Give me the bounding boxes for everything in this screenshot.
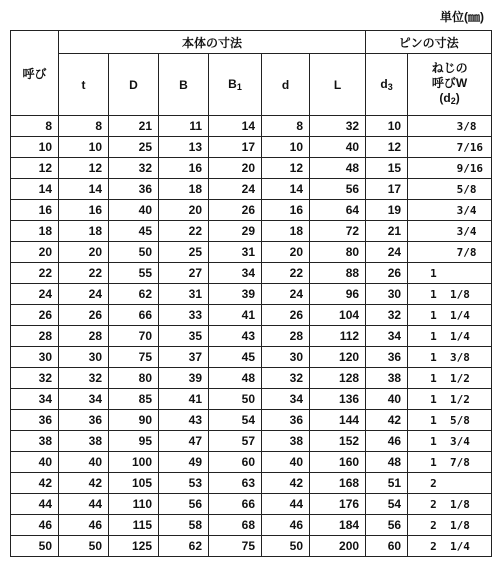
cell-d3: 17 [366, 179, 408, 200]
cell-B1: 57 [209, 431, 262, 452]
cell-B1: 68 [209, 515, 262, 536]
cell-t: 36 [59, 410, 109, 431]
header-pin-group: ピンの寸法 [366, 31, 492, 54]
cell-yobi: 44 [11, 494, 59, 515]
cell-D: 90 [109, 410, 159, 431]
cell-thread-size: 5/8 [408, 179, 492, 200]
cell-thread-size: 1 5/8 [408, 410, 492, 431]
cell-d: 40 [262, 452, 310, 473]
cell-t: 12 [59, 158, 109, 179]
cell-B1: 14 [209, 116, 262, 137]
cell-d3: 56 [366, 515, 408, 536]
cell-B1: 20 [209, 158, 262, 179]
cell-d3: 38 [366, 368, 408, 389]
cell-d3: 30 [366, 284, 408, 305]
cell-d: 32 [262, 368, 310, 389]
cell-B1: 60 [209, 452, 262, 473]
header-body-group: 本体の寸法 [59, 31, 366, 54]
header-L: L [310, 54, 366, 116]
cell-d3: 26 [366, 263, 408, 284]
cell-L: 128 [310, 368, 366, 389]
cell-L: 200 [310, 536, 366, 557]
cell-thread-size: 3/8 [408, 116, 492, 137]
cell-D: 55 [109, 263, 159, 284]
cell-L: 112 [310, 326, 366, 347]
cell-L: 40 [310, 137, 366, 158]
cell-yobi: 14 [11, 179, 59, 200]
cell-d3: 24 [366, 242, 408, 263]
table-row [11, 284, 492, 305]
cell-D: 115 [109, 515, 159, 536]
cell-d3: 48 [366, 452, 408, 473]
table-row [11, 326, 492, 347]
cell-B1: 75 [209, 536, 262, 557]
table-row [11, 410, 492, 431]
cell-L: 136 [310, 389, 366, 410]
cell-yobi: 12 [11, 158, 59, 179]
cell-thread-size: 1 1/4 [408, 326, 492, 347]
cell-d3: 10 [366, 116, 408, 137]
cell-D: 50 [109, 242, 159, 263]
cell-L: 88 [310, 263, 366, 284]
cell-d: 24 [262, 284, 310, 305]
cell-L: 144 [310, 410, 366, 431]
cell-t: 40 [59, 452, 109, 473]
cell-D: 32 [109, 158, 159, 179]
cell-d: 20 [262, 242, 310, 263]
cell-d3: 60 [366, 536, 408, 557]
header-d3: d3 [366, 54, 408, 116]
cell-L: 120 [310, 347, 366, 368]
cell-d3: 34 [366, 326, 408, 347]
cell-B: 16 [159, 158, 209, 179]
cell-t: 16 [59, 200, 109, 221]
table-row [11, 431, 492, 452]
table-row [11, 305, 492, 326]
cell-B: 47 [159, 431, 209, 452]
cell-B: 31 [159, 284, 209, 305]
cell-thread-size: 1 [408, 263, 492, 284]
cell-t: 10 [59, 137, 109, 158]
cell-thread-size: 1 3/8 [408, 347, 492, 368]
cell-B: 22 [159, 221, 209, 242]
cell-t: 20 [59, 242, 109, 263]
cell-d: 14 [262, 179, 310, 200]
cell-d3: 42 [366, 410, 408, 431]
header-t: t [59, 54, 109, 116]
cell-L: 48 [310, 158, 366, 179]
table-row [11, 158, 492, 179]
cell-B1: 26 [209, 200, 262, 221]
cell-yobi: 36 [11, 410, 59, 431]
cell-yobi: 8 [11, 116, 59, 137]
cell-B1: 54 [209, 410, 262, 431]
cell-d3: 54 [366, 494, 408, 515]
header-D: D [109, 54, 159, 116]
cell-d: 34 [262, 389, 310, 410]
cell-thread-size: 7/8 [408, 242, 492, 263]
cell-L: 72 [310, 221, 366, 242]
cell-yobi: 18 [11, 221, 59, 242]
table-row [11, 368, 492, 389]
cell-D: 40 [109, 200, 159, 221]
cell-thread-size: 1 1/2 [408, 368, 492, 389]
cell-t: 26 [59, 305, 109, 326]
cell-t: 24 [59, 284, 109, 305]
cell-B1: 48 [209, 368, 262, 389]
cell-L: 160 [310, 452, 366, 473]
table-row [11, 242, 492, 263]
cell-B1: 17 [209, 137, 262, 158]
cell-B: 58 [159, 515, 209, 536]
table-row [11, 452, 492, 473]
cell-B: 20 [159, 200, 209, 221]
table-row [11, 137, 492, 158]
cell-D: 70 [109, 326, 159, 347]
header-yobi: 呼び [11, 31, 59, 116]
dimensions-table [10, 30, 492, 557]
cell-B1: 63 [209, 473, 262, 494]
cell-D: 75 [109, 347, 159, 368]
cell-d3: 36 [366, 347, 408, 368]
cell-d3: 12 [366, 137, 408, 158]
cell-L: 104 [310, 305, 366, 326]
cell-D: 21 [109, 116, 159, 137]
cell-t: 44 [59, 494, 109, 515]
cell-d3: 21 [366, 221, 408, 242]
cell-thread-size: 1 3/4 [408, 431, 492, 452]
cell-d: 36 [262, 410, 310, 431]
header-B1: B1 [209, 54, 262, 116]
cell-thread-size: 1 1/2 [408, 389, 492, 410]
cell-yobi: 10 [11, 137, 59, 158]
cell-d: 44 [262, 494, 310, 515]
cell-yobi: 30 [11, 347, 59, 368]
cell-d3: 51 [366, 473, 408, 494]
table-row [11, 221, 492, 242]
cell-yobi: 50 [11, 536, 59, 557]
cell-d: 26 [262, 305, 310, 326]
cell-t: 34 [59, 389, 109, 410]
cell-thread-size: 2 1/8 [408, 515, 492, 536]
cell-B: 35 [159, 326, 209, 347]
cell-d: 10 [262, 137, 310, 158]
cell-d: 46 [262, 515, 310, 536]
cell-d3: 15 [366, 158, 408, 179]
cell-L: 168 [310, 473, 366, 494]
cell-D: 80 [109, 368, 159, 389]
cell-B: 39 [159, 368, 209, 389]
cell-L: 96 [310, 284, 366, 305]
cell-d: 16 [262, 200, 310, 221]
cell-B1: 50 [209, 389, 262, 410]
cell-D: 85 [109, 389, 159, 410]
cell-d: 50 [262, 536, 310, 557]
cell-thread-size: 3/4 [408, 221, 492, 242]
header-thread-size: ねじの 呼びW (d2) [408, 54, 492, 116]
cell-B1: 41 [209, 305, 262, 326]
cell-yobi: 46 [11, 515, 59, 536]
cell-B: 25 [159, 242, 209, 263]
header-B: B [159, 54, 209, 116]
cell-d: 28 [262, 326, 310, 347]
cell-thread-size: 2 1/4 [408, 536, 492, 557]
cell-D: 110 [109, 494, 159, 515]
cell-d3: 19 [366, 200, 408, 221]
cell-yobi: 32 [11, 368, 59, 389]
cell-B1: 43 [209, 326, 262, 347]
cell-L: 176 [310, 494, 366, 515]
cell-D: 66 [109, 305, 159, 326]
table-row [11, 200, 492, 221]
cell-L: 184 [310, 515, 366, 536]
cell-yobi: 38 [11, 431, 59, 452]
table-row [11, 494, 492, 515]
cell-L: 56 [310, 179, 366, 200]
cell-D: 100 [109, 452, 159, 473]
cell-B1: 66 [209, 494, 262, 515]
cell-B1: 45 [209, 347, 262, 368]
cell-t: 22 [59, 263, 109, 284]
cell-yobi: 24 [11, 284, 59, 305]
cell-t: 50 [59, 536, 109, 557]
table-row [11, 389, 492, 410]
cell-B: 13 [159, 137, 209, 158]
cell-B: 27 [159, 263, 209, 284]
cell-yobi: 34 [11, 389, 59, 410]
cell-D: 105 [109, 473, 159, 494]
cell-t: 46 [59, 515, 109, 536]
cell-yobi: 22 [11, 263, 59, 284]
cell-B: 18 [159, 179, 209, 200]
cell-yobi: 42 [11, 473, 59, 494]
cell-L: 80 [310, 242, 366, 263]
cell-B: 56 [159, 494, 209, 515]
cell-thread-size: 1 1/4 [408, 305, 492, 326]
cell-d3: 32 [366, 305, 408, 326]
cell-d: 12 [262, 158, 310, 179]
cell-t: 8 [59, 116, 109, 137]
cell-B: 62 [159, 536, 209, 557]
cell-D: 36 [109, 179, 159, 200]
cell-L: 32 [310, 116, 366, 137]
cell-thread-size: 1 1/8 [408, 284, 492, 305]
cell-t: 18 [59, 221, 109, 242]
cell-t: 30 [59, 347, 109, 368]
cell-t: 38 [59, 431, 109, 452]
cell-D: 95 [109, 431, 159, 452]
table-row [11, 116, 492, 137]
cell-B1: 24 [209, 179, 262, 200]
table-row [11, 515, 492, 536]
cell-yobi: 16 [11, 200, 59, 221]
cell-yobi: 26 [11, 305, 59, 326]
cell-d: 38 [262, 431, 310, 452]
cell-thread-size: 2 1/8 [408, 494, 492, 515]
cell-thread-size: 7/16 [408, 137, 492, 158]
cell-yobi: 28 [11, 326, 59, 347]
cell-thread-size: 2 [408, 473, 492, 494]
cell-D: 125 [109, 536, 159, 557]
cell-B: 41 [159, 389, 209, 410]
cell-D: 45 [109, 221, 159, 242]
cell-B1: 34 [209, 263, 262, 284]
table-row [11, 473, 492, 494]
cell-L: 152 [310, 431, 366, 452]
table-row [11, 536, 492, 557]
header-d: d [262, 54, 310, 116]
cell-B1: 31 [209, 242, 262, 263]
cell-B: 43 [159, 410, 209, 431]
cell-d3: 40 [366, 389, 408, 410]
cell-thread-size: 9/16 [408, 158, 492, 179]
cell-B1: 29 [209, 221, 262, 242]
cell-t: 32 [59, 368, 109, 389]
table-row [11, 263, 492, 284]
cell-d: 42 [262, 473, 310, 494]
cell-d: 30 [262, 347, 310, 368]
cell-t: 28 [59, 326, 109, 347]
cell-L: 64 [310, 200, 366, 221]
cell-D: 25 [109, 137, 159, 158]
cell-B1: 39 [209, 284, 262, 305]
cell-d: 22 [262, 263, 310, 284]
cell-t: 14 [59, 179, 109, 200]
cell-d: 8 [262, 116, 310, 137]
cell-B: 33 [159, 305, 209, 326]
cell-thread-size: 3/4 [408, 200, 492, 221]
cell-B: 53 [159, 473, 209, 494]
table-row [11, 347, 492, 368]
table-row [11, 179, 492, 200]
cell-B: 37 [159, 347, 209, 368]
unit-label: 単位(㎜) [440, 10, 484, 24]
cell-B: 11 [159, 116, 209, 137]
cell-d3: 46 [366, 431, 408, 452]
table-body [11, 116, 492, 557]
cell-yobi: 20 [11, 242, 59, 263]
cell-B: 49 [159, 452, 209, 473]
cell-d: 18 [262, 221, 310, 242]
cell-thread-size: 1 7/8 [408, 452, 492, 473]
cell-t: 42 [59, 473, 109, 494]
cell-yobi: 40 [11, 452, 59, 473]
cell-D: 62 [109, 284, 159, 305]
